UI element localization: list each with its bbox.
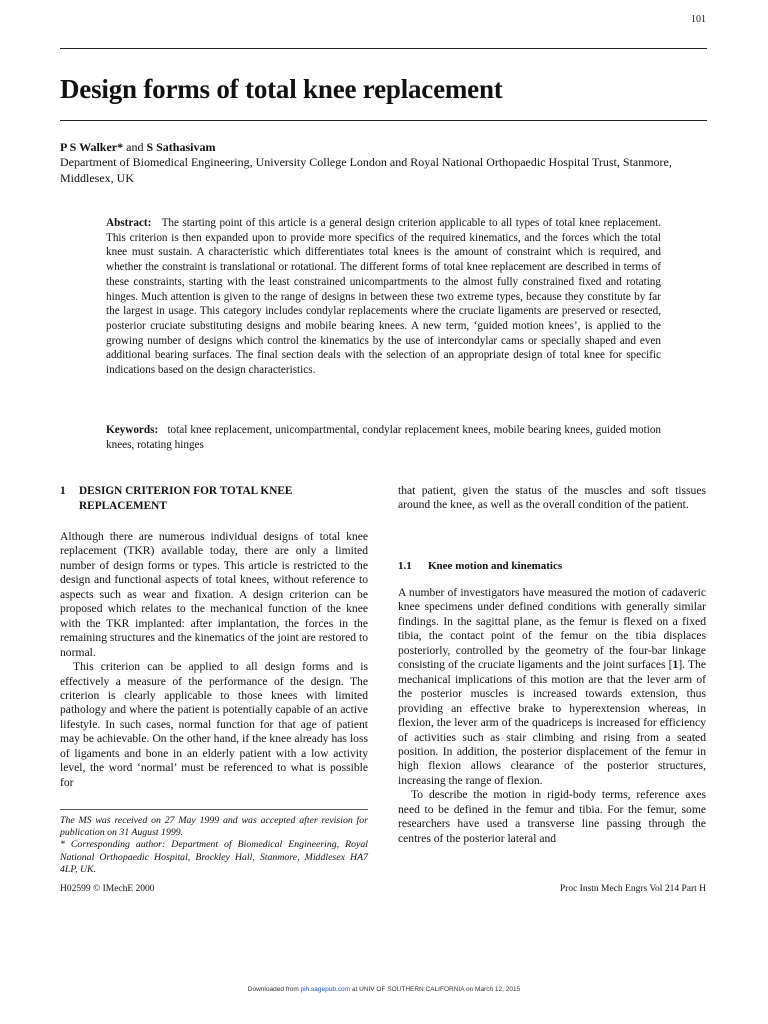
- download-site-link[interactable]: pih.sagepub.com: [300, 986, 351, 993]
- subsection-para1-after: ]. The mechanical implications of this motion are that the lever arm of the posterior muscles is increased towards extension, thus providing an effective brake to hyperextension whereas, in flexion, the lever arm of the quadriceps is increased for efficiency of activities such as stair climbing and rising from a seated position. In addition, the posterior displacement of the femur in high flexion allows clearance of the posterior structures, increasing the range of flexion.: [398, 658, 706, 787]
- subsection-number: 1.1: [398, 560, 412, 572]
- section-1-continued: that patient, given the status of the muscles and soft tissues around the knee, as well as the overall condition of the patient.: [398, 484, 706, 512]
- subsection-paragraph-2: To describe the motion in rigid-body terms, reference axes need to be defined in the femur and tibia. For the femur, some researchers have used a transverse line passing through the centres of the posterior lateral and: [398, 788, 706, 845]
- page-number: 101: [691, 14, 706, 25]
- download-suffix: at UNIV OF SOUTHERN CALIFORNIA on March 12, 2015: [350, 986, 521, 993]
- subsection-title: Knee motion and kinematics: [428, 560, 563, 572]
- subsection-paragraph-1: [398, 586, 706, 788]
- left-column-body: [60, 530, 368, 790]
- title-rule: [60, 120, 707, 121]
- footnote-received: The MS was received on 27 May 1999 and was accepted after revision for publication on 31 August 1999.: [60, 815, 368, 839]
- keywords-label: Keywords:: [106, 424, 159, 436]
- abstract: [106, 216, 661, 378]
- author-1: P S Walker*: [60, 140, 124, 154]
- abstract-label: Abstract:: [106, 217, 152, 229]
- right-column-body: [398, 586, 706, 846]
- author-connector: and: [123, 140, 147, 154]
- reference-1-link[interactable]: 1: [672, 658, 679, 672]
- section-1-paragraph-1: Although there are numerous individual designs of total knee replacement (TKR) available today, there are only a limited number of design forms or types. This article is restricted to the design and functional aspects of total knees, without reference to aspects such as wear and fixation. A design criterion can be proposed which relates to the mechanical function of the knee with the TKR implanted: after implantation, the forces in the remaining structures and the kinematics of the joint are restored to normal.: [60, 530, 368, 659]
- footnotes: [60, 815, 368, 876]
- authors: [60, 140, 215, 155]
- subsection-para1-before: A number of investigators have measured the motion of cadaveric knee specimens under defined conditions with generally similar findings. In the sagittal plane, as the femur is flexed on a fixed tibia, the contact point of the femur on the tibia displaces posteriorly, controlled by the geometry of the four-bar linkage consisting of the cruciate ligaments and the joint surfaces [: [398, 586, 706, 672]
- paper-title: Design forms of total knee replacement: [60, 74, 503, 104]
- download-prefix: Downloaded from: [247, 986, 301, 993]
- affiliation: Department of Biomedical Engineering, University College London and Royal National Orthopaedic Hospital Trust, Stanmore, Middlesex, UK: [60, 155, 672, 185]
- header-rule: [60, 48, 707, 49]
- section-1-title: DESIGN CRITERION FOR TOTAL KNEE REPLACEMENT: [79, 485, 293, 512]
- section-1-number: 1: [60, 485, 66, 497]
- section-1-heading: [60, 484, 368, 513]
- footer-copyright: H02599 © IMechE 2000: [60, 884, 155, 894]
- subsection-1-1-heading: [398, 560, 562, 572]
- keywords-text: total knee replacement, unicompartmental, condylar replacement knees, mobile bearing knees, guided motion knees, rotating hinges: [106, 424, 662, 451]
- footnote-corresponding: * Corresponding author: Department of Biomedical Engineering, Royal National Orthopaedic Hospital, Brockley Hall, Stanmore, Middlesex HA7 4LP, UK.: [60, 839, 368, 875]
- footer-journal: Proc Instn Mech Engrs Vol 214 Part H: [559, 884, 706, 894]
- footnote-rule: [60, 809, 368, 810]
- download-notice: [0, 986, 768, 993]
- author-2: S Sathasivam: [146, 140, 216, 154]
- abstract-text: The starting point of this article is a general design criterion applicable to all types of total knee replacement. This criterion is then expanded upon to provide more specifics of the required kinematics, and the forces which the total knee must sustain. A characteristic which differentiates total knees is the amount of constraint which is required, and whether the constraint is translational or rotational. The different forms of total knee replacement are described in terms of these constraints, starting with the least constrained unicompartments to the almost fully constrained fixed and rotating hinges. Much attention is given to the range of designs in between these two extreme types, because they constitute by far the largest in usage. This category includes condylar replacements where the cruciate ligaments are preserved or resected, posterior cruciate substituting designs and mobile bearing knees. A new term, ‘guided motion knees’, is applied to the growing number of designs which control the kinematics by the use of intercondylar cams or specially shaped and even additional bearing surfaces. The final section deals with the selection of an appropriate design of total knee for specific indications based on the design characteristics.: [106, 217, 661, 377]
- keywords: [106, 423, 661, 452]
- section-1-paragraph-2: This criterion can be applied to all design forms and is effectively a measure of the performance of the design. The criterion is clearly applicable to those knees with limited pathology and where the patient is potentially capable of an active lifestyle. In such cases, normal function for that age of patient may be achievable. On the other hand, if the knee already has loss of ligaments and bone in an elderly patient with a low activity level, the word ‘normal’ must be referenced to what is possible for: [60, 660, 368, 789]
